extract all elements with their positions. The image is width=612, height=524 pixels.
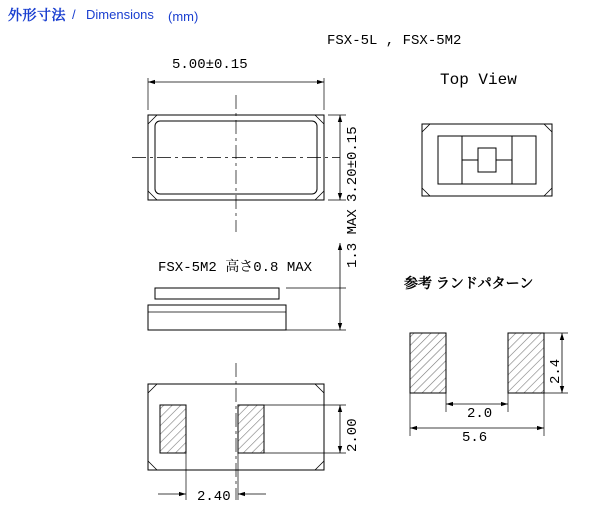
electrode-right [238, 405, 264, 453]
land-pad-left [410, 333, 446, 393]
dim-pad-height: 2.00 [345, 418, 361, 452]
dim-height-right: 3.20±0.15 [345, 126, 361, 202]
dim-land-outer: 5.6 [462, 430, 488, 446]
dim-lines-total-height [286, 243, 346, 330]
page-title-jp: 外形寸法 [8, 7, 66, 23]
dim-lines-pad-height [264, 405, 346, 453]
top-view-right [422, 124, 552, 196]
page-title-en: Dimensions [86, 7, 154, 22]
dim-width-top: 5.00±0.15 [172, 57, 248, 73]
dim-lines-pad-width [158, 453, 266, 500]
electrode-left [160, 405, 186, 453]
part-numbers-label: FSX-5L , FSX-5M2 [327, 33, 462, 49]
top-view-label: Top View [440, 71, 517, 89]
height-note-label: FSX-5M2 高さ0.8 MAX [158, 260, 313, 276]
land-pattern-diagram [410, 333, 544, 393]
unit-label: (mm) [168, 9, 199, 24]
side-view-plate [148, 288, 286, 330]
dim-lines-land-inner [446, 393, 508, 412]
centerlines-top-left [132, 95, 340, 232]
dim-lines-land-height [544, 333, 568, 393]
dim-land-height: 2.4 [548, 358, 564, 384]
dim-land-inner: 2.0 [467, 406, 493, 422]
land-pad-right [508, 333, 544, 393]
dim-lines-land-outer [410, 393, 544, 436]
dim-total-height: 1.3 MAX [345, 209, 361, 268]
dim-pad-width: 2.40 [197, 489, 231, 505]
title-separator: / [72, 7, 76, 22]
land-pattern-label: 参考 ランドパターン [404, 275, 534, 291]
